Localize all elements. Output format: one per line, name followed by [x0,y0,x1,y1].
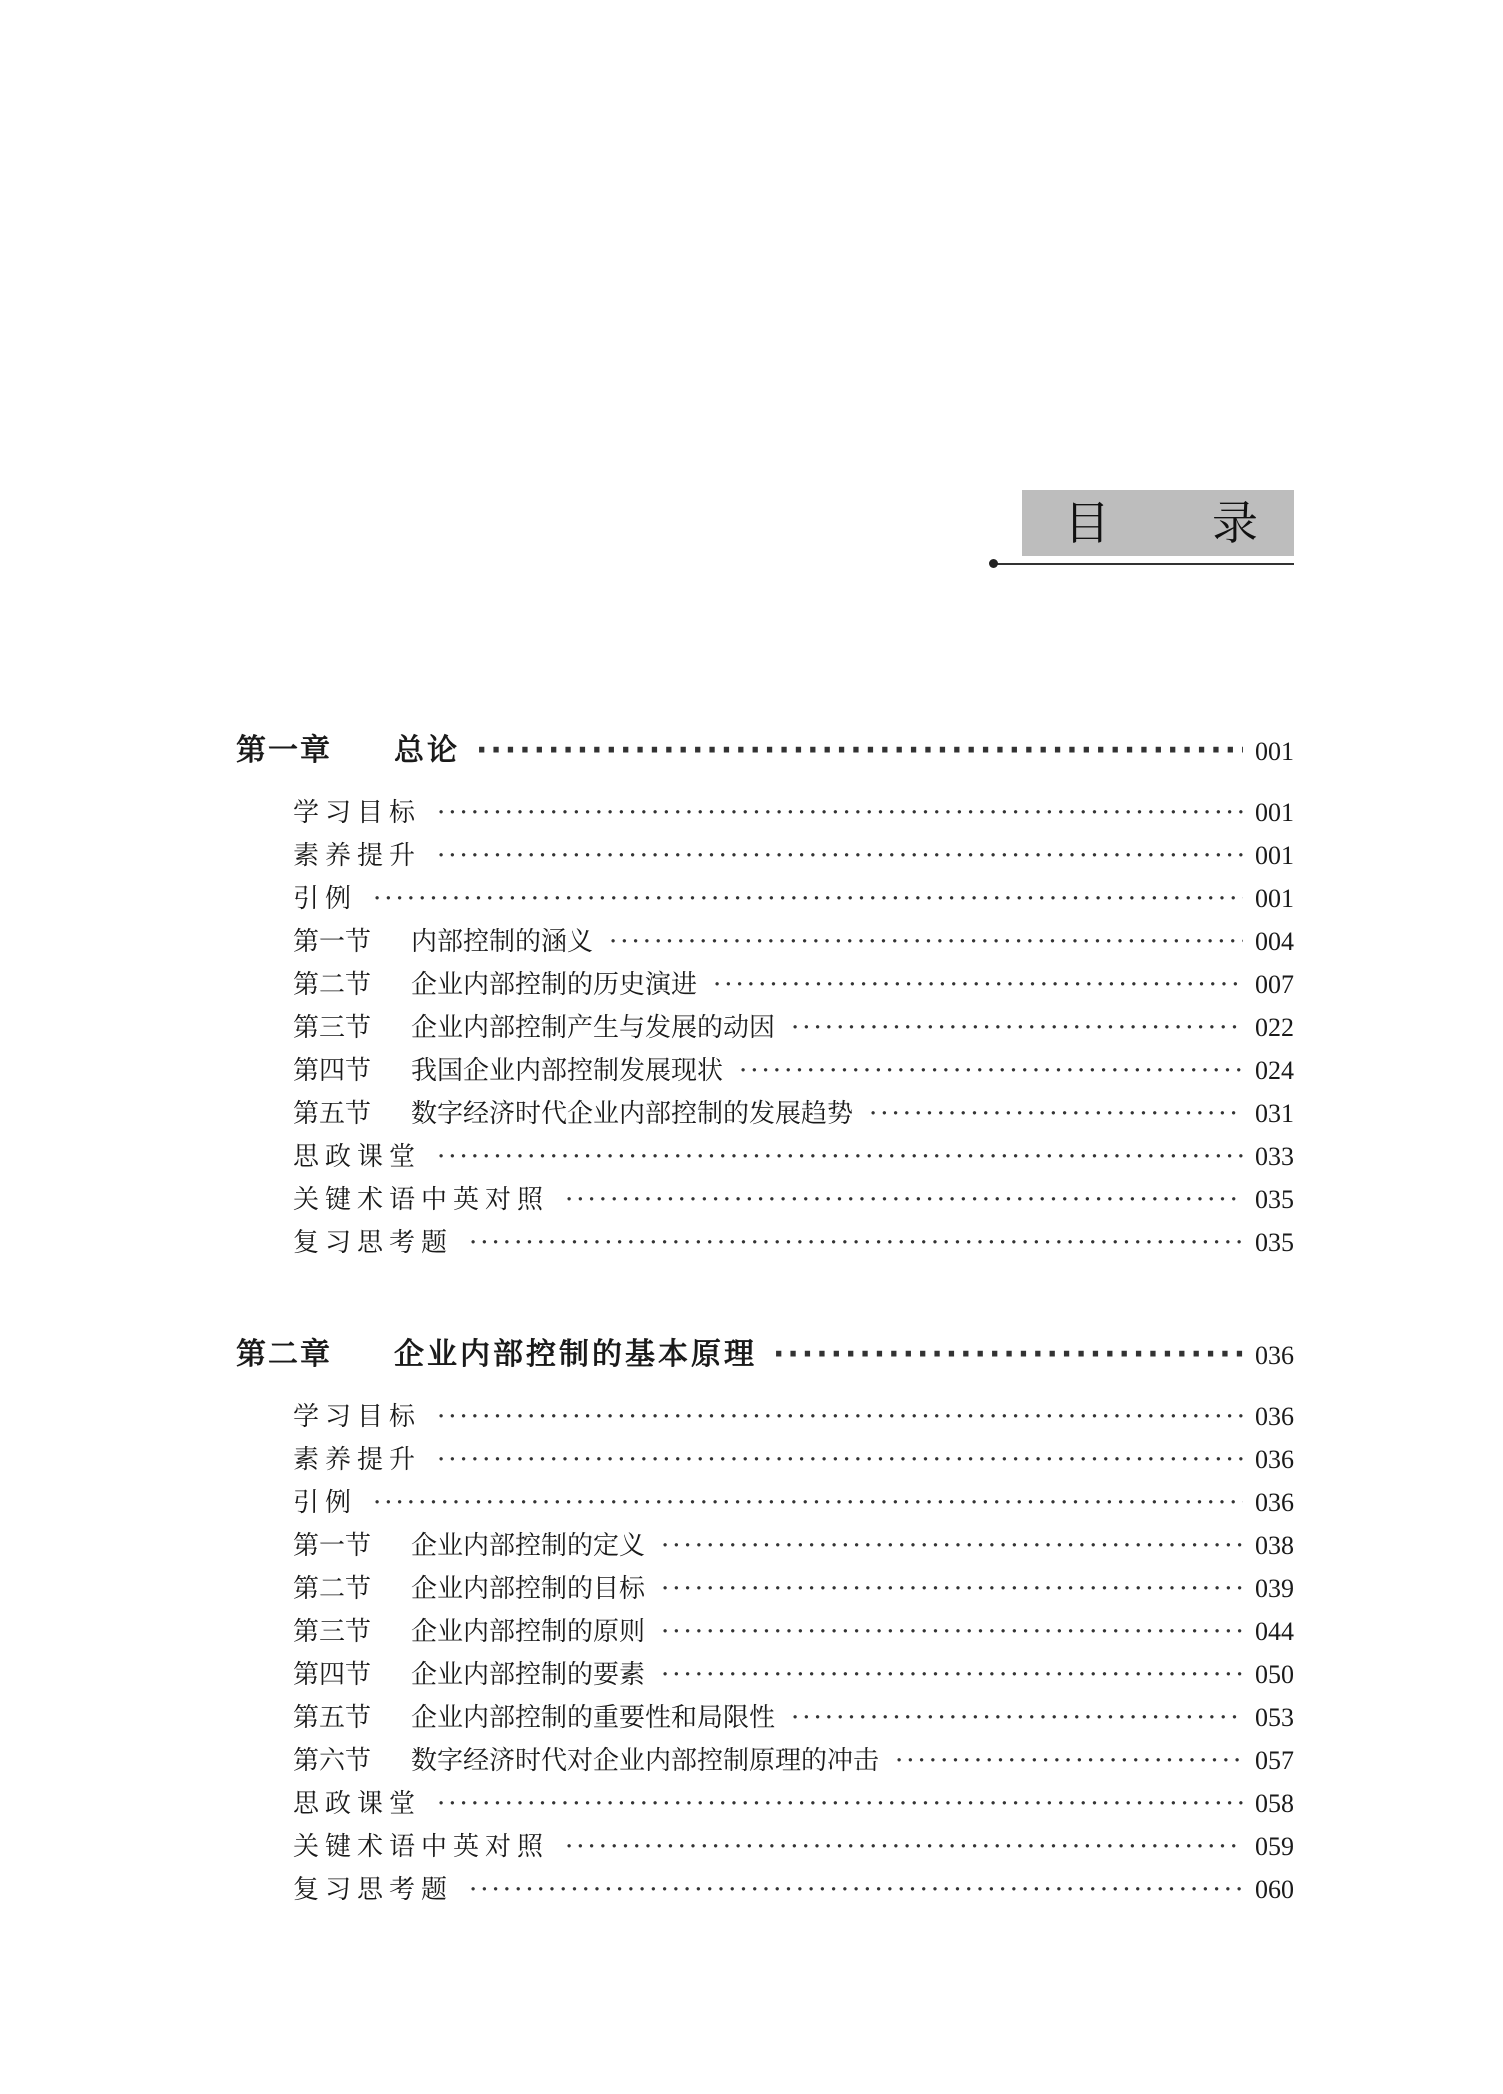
page-number: 033 [1255,1142,1294,1171]
dot-leader [469,1875,1243,1906]
chapter-1-row[interactable] [236,725,1294,768]
dot-leader [739,1056,1243,1087]
toc-entry[interactable] [293,1007,1294,1043]
title-underline [994,563,1294,565]
dot-leader [437,1445,1243,1476]
entry-title: 素养提升 [293,841,422,871]
page-number: 004 [1255,927,1294,956]
toc-entry[interactable] [293,1568,1294,1604]
page-number: 007 [1255,970,1294,999]
chapter-number: 第二章 [236,1337,332,1372]
section-number: 第三节 [293,1013,372,1043]
section-number: 第三节 [293,1617,372,1647]
dot-leader [437,1402,1243,1433]
entry-title: 素养提升 [293,1445,422,1475]
entry-title: 我国企业内部控制发展现状 [411,1056,724,1086]
entry-title: 复习思考题 [293,1875,454,1905]
dot-leader [437,1789,1243,1820]
dot-leader [713,970,1243,1001]
section-number: 第二节 [293,970,372,1000]
toc-entry[interactable] [293,792,1294,828]
toc-entry[interactable] [293,1697,1294,1733]
page-number: 022 [1255,1013,1294,1042]
section-number: 第四节 [293,1056,372,1086]
entry-title: 内部控制的涵义 [411,927,594,957]
toc-entry[interactable] [293,1093,1294,1129]
page-number: 001 [1255,884,1294,913]
page-number: 058 [1255,1789,1294,1818]
entry-title: 关键术语中英对照 [293,1185,550,1215]
section-number: 第四节 [293,1660,372,1690]
entry-title: 企业内部控制的原则 [411,1617,646,1647]
page-number: 039 [1255,1574,1294,1603]
dot-leader [791,1703,1243,1734]
dot-leader [437,841,1243,872]
entry-title: 引例 [293,1488,358,1518]
dot-leader [565,1832,1243,1863]
toc-entry[interactable] [293,1525,1294,1561]
section-number: 第五节 [293,1099,372,1129]
toc-entry[interactable] [293,1136,1294,1172]
dot-leader [661,1617,1243,1648]
dot-leader [373,884,1243,915]
entry-title: 引例 [293,884,358,914]
chapter-2-row[interactable] [236,1329,1294,1372]
toc-entry[interactable] [293,1869,1294,1905]
toc-entry[interactable] [293,1179,1294,1215]
section-number: 第六节 [293,1746,372,1776]
entry-title: 复习思考题 [293,1228,454,1258]
page-number: 024 [1255,1056,1294,1085]
toc-entry[interactable] [293,835,1294,871]
dot-leader [869,1099,1243,1130]
dot-leader [609,927,1243,958]
section-number: 第一节 [293,1531,372,1561]
entry-title: 企业内部控制的目标 [411,1574,646,1604]
toc-entry[interactable] [293,878,1294,914]
dot-leader [437,1142,1243,1173]
entry-title: 思政课堂 [293,1789,422,1819]
dot-leader [469,1228,1243,1259]
chapter-number: 第一章 [236,733,332,768]
entry-title: 企业内部控制的重要性和局限性 [411,1703,776,1733]
page-number: 057 [1255,1746,1294,1775]
toc-entry[interactable] [293,1050,1294,1086]
entry-title: 数字经济时代对企业内部控制原理的冲击 [411,1746,880,1776]
page-number: 036 [1255,1402,1294,1431]
page-number: 060 [1255,1875,1294,1904]
entry-title: 企业内部控制的定义 [411,1531,646,1561]
section-number: 第二节 [293,1574,372,1604]
page-number: 050 [1255,1660,1294,1689]
dot-leader [661,1574,1243,1605]
entry-title: 学习目标 [293,798,422,828]
toc-entry[interactable] [293,1482,1294,1518]
toc-entry[interactable] [293,1654,1294,1690]
entry-title: 企业内部控制的要素 [411,1660,646,1690]
entry-title: 企业内部控制的历史演进 [411,970,698,1000]
page-number: 001 [1255,798,1294,827]
page-number: 059 [1255,1832,1294,1861]
entry-title: 关键术语中英对照 [293,1832,550,1862]
dot-leader [773,1337,1243,1373]
toc-entry[interactable] [293,964,1294,1000]
page-number: 035 [1255,1185,1294,1214]
page-number: 001 [1255,737,1294,766]
page-number: 036 [1255,1445,1294,1474]
title-bullet-dot [989,559,998,568]
dot-leader [895,1746,1243,1777]
chapter-title: 总论 [394,733,460,768]
dot-leader [661,1531,1243,1562]
chapter-title: 企业内部控制的基本原理 [394,1337,757,1372]
dot-leader [373,1488,1243,1519]
page-number: 035 [1255,1228,1294,1257]
toc-title-right: 录 [1212,496,1258,550]
entry-title: 企业内部控制产生与发展的动因 [411,1013,776,1043]
toc-entry[interactable] [293,1740,1294,1776]
dot-leader [476,733,1243,769]
page-number: 053 [1255,1703,1294,1732]
page-number: 044 [1255,1617,1294,1646]
section-number: 第一节 [293,927,372,957]
entry-title: 数字经济时代企业内部控制的发展趋势 [411,1099,854,1129]
dot-leader [791,1013,1243,1044]
toc-entry[interactable] [293,1396,1294,1432]
toc-entry[interactable] [293,1222,1294,1258]
page-number: 038 [1255,1531,1294,1560]
section-number: 第五节 [293,1703,372,1733]
toc-title [1022,490,1294,556]
page-number: 036 [1255,1341,1294,1370]
toc-entry[interactable] [293,1826,1294,1862]
page-number: 031 [1255,1099,1294,1128]
entry-title: 学习目标 [293,1402,422,1432]
page-number: 001 [1255,841,1294,870]
dot-leader [661,1660,1243,1691]
toc-title-left: 目 [1064,496,1110,550]
dot-leader [565,1185,1243,1216]
toc-entry[interactable] [293,921,1294,957]
dot-leader [437,798,1243,829]
toc-entry[interactable] [293,1611,1294,1647]
entry-title: 思政课堂 [293,1142,422,1172]
toc-entry[interactable] [293,1439,1294,1475]
toc-entry[interactable] [293,1783,1294,1819]
page-number: 036 [1255,1488,1294,1517]
